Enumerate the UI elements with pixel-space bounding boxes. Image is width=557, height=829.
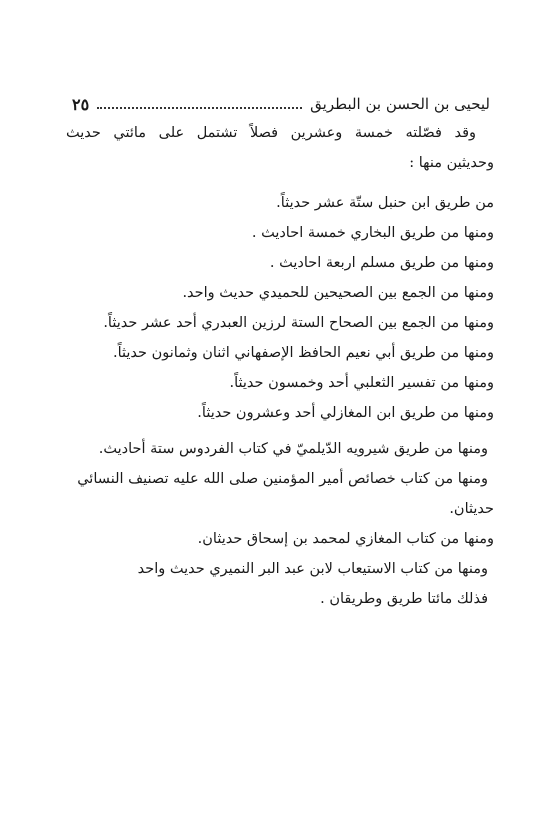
- dotted-leader: [97, 107, 302, 109]
- list-item: ومنها من تفسير الثعلبي أحد وخمسون حديثاً.: [229, 375, 494, 391]
- list-item: ومنها من طريق أبي نعيم الحافظ الإصفهاني اثنان وثمانون حديثاً.: [112, 345, 494, 361]
- list-item: ومنها من طريق شيرويه الدّيلميّ في كتاب الفردوس ستة أحاديث.: [98, 441, 488, 457]
- page-header: [72, 92, 490, 116]
- list-item: ومنها من طريق ابن المغازلي أحد وعشرون حديثاً.: [197, 405, 494, 421]
- page-number: ٢٥: [72, 94, 90, 114]
- summary-line: فذلك مائتا طريق وطريقان .: [320, 591, 488, 607]
- text-line: وحديثين منها :: [409, 155, 494, 171]
- list-item: ومنها من كتاب المغازي لمحمد بن إسحاق حديثان.: [197, 531, 494, 547]
- text-line: وقد فصّلته خمسة وعشرين فصلاً تشتمل على مائتي حديث: [66, 125, 476, 141]
- list-item: ومنها من طريق البخاري خمسة احاديث .: [251, 225, 494, 241]
- list-item: ومنها من كتاب الاستيعاب لابن عبد البر النميري حديث واحد: [137, 561, 488, 577]
- list-item: ومنها من الجمع بين الصحيحين للحميدي حديث واحد.: [182, 285, 494, 301]
- running-title: ليحيى بن الحسن بن البطريق: [310, 95, 490, 113]
- list-item: من طريق ابن حنبل ستّة عشر حديثاً.: [276, 195, 494, 211]
- list-item-continuation: حديثان.: [449, 501, 494, 517]
- body-text: [66, 118, 494, 614]
- list-item: ومنها من الجمع بين الصحاح الستة لرزين العبدري أحد عشر حديثاً.: [103, 315, 494, 331]
- list-item: ومنها من طريق مسلم اربعة احاديث .: [269, 255, 494, 271]
- list-item: ومنها من كتاب خصائص أمير المؤمنين صلى الله عليه تصنيف النسائي: [77, 471, 488, 487]
